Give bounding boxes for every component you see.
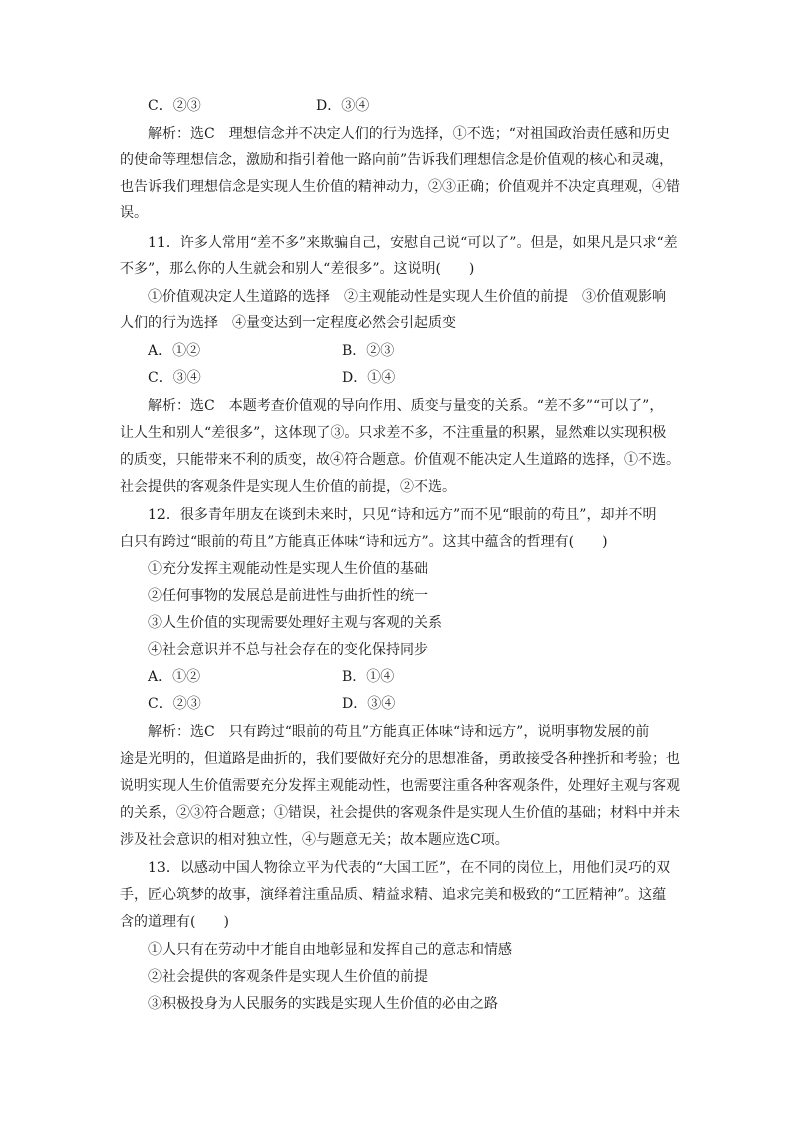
q12-stem-line: 12．很多青年朋友在谈到未来时，只见“诗和远方”而不见“眼前的苟且”，却并不明 bbox=[148, 507, 657, 523]
q13-statement-line: ③积极投身为人民服务的实践是实现人生价值的必由之路 bbox=[148, 996, 498, 1012]
q10-analysis-line: 也告诉我们理想信念是实现人生价值的精神动力，②③正确；价值观并不决定真理观，④错 bbox=[120, 179, 680, 195]
q13-statement-line: ②社会提供的客观条件是实现人生价值的前提 bbox=[148, 969, 428, 985]
q11-statement-line: 人们的行为选择 ④量变达到一定程度必然会引起质变 bbox=[120, 315, 456, 331]
q11-analysis-line: 解析：选C 本题考查价值观的导向作用、质变与量变的关系。“差不多”“可以了”， bbox=[148, 398, 664, 414]
q11-analysis-line: 社会提供的客观条件是实现人生价值的前提，②不选。 bbox=[120, 479, 456, 495]
q13-statement-line: ①人只有在劳动中才能自由地彰显和发挥自己的意志和情感 bbox=[148, 942, 512, 958]
q12-option-c: C．②③ bbox=[148, 696, 201, 712]
q10-option-d: D．③④ bbox=[316, 98, 370, 114]
q11-stem-line: 11．许多人常用“差不多”来欺骗自己，安慰自己说“可以了”。但是，如果凡是只求“差 bbox=[148, 235, 678, 251]
q11-analysis-line: 的质变，只能带来不利的质变，故④符合题意。价值观不能决定人生道路的选择，①不选。 bbox=[120, 452, 680, 468]
q12-option-b: B．①④ bbox=[342, 669, 395, 685]
q12-analysis-line: 涉及社会意识的相对独立性，④与题意无关；故本题应选C项。 bbox=[120, 832, 509, 848]
q12-option-a: A．①② bbox=[148, 669, 201, 685]
q12-option-d: D．③④ bbox=[342, 696, 396, 712]
q12-stem-line: 白只有跨过“眼前的苟且”方能真正体味“诗和远方”。这其中蕴含的哲理有( ) bbox=[120, 534, 608, 550]
q12-analysis-line: 解析：选C 只有跨过“眼前的苟且”方能真正体味“诗和远方”，说明事物发展的前 bbox=[148, 724, 650, 740]
q12-statement-line: ②任何事物的发展总是前进性与曲折性的统一 bbox=[148, 588, 428, 604]
q10-analysis-line: 误。 bbox=[120, 205, 148, 221]
q13-stem-line: 13．以感动中国人物徐立平为代表的“大国工匠”，在不同的岗位上，用他们灵巧的双 bbox=[148, 860, 671, 876]
q11-option-c: C．③④ bbox=[148, 370, 201, 386]
q12-analysis-line: 说明实现人生价值需要充分发挥主观能动性，也需要注重各种客观条件，处理好主观与客观 bbox=[120, 778, 680, 794]
q11-option-d: D．①④ bbox=[342, 370, 396, 386]
q11-option-b: B．②③ bbox=[342, 343, 395, 359]
q13-stem-line: 含的道理有( ) bbox=[120, 914, 229, 930]
q12-statement-line: ①充分发挥主观能动性是实现人生价值的基础 bbox=[148, 561, 428, 577]
q11-analysis-line: 让人生和别人“差很多”，这体现了③。只求差不多，不注重量的积累，显然难以实现积极 bbox=[120, 425, 667, 441]
q11-stem-line: 不多”，那么你的人生就会和别人“差很多”。这说明( ) bbox=[120, 261, 475, 277]
q11-option-a: A．①② bbox=[148, 343, 201, 359]
q12-analysis-line: 途是光明的，但道路是曲折的，我们要做好充分的思想准备，勇敢接受各种挫折和考验；也 bbox=[120, 751, 680, 767]
q12-statement-line: ③人生价值的实现需要处理好主观与客观的关系 bbox=[148, 615, 442, 631]
q11-statement-line: ①价值观决定人生道路的选择 ②主观能动性是实现人生价值的前提 ③价值观影响 bbox=[148, 289, 666, 305]
q10-analysis-line: 解析：选C 理想信念并不决定人们的行为选择，①不选；“对祖国政治责任感和历史 bbox=[148, 126, 670, 142]
q10-analysis-line: 的使命等理想信念，激励和指引着他一路向前”告诉我们理想信念是价值观的核心和灵魂， bbox=[120, 152, 674, 168]
q12-statement-line: ④社会意识并不总与社会存在的变化保持同步 bbox=[148, 642, 428, 658]
q10-option-c: C．②③ bbox=[148, 98, 201, 114]
q12-analysis-line: 的关系，②③符合题意；①错误，社会提供的客观条件是实现人生价值的基础；材料中并未 bbox=[120, 805, 680, 821]
q13-stem-line: 手，匠心筑梦的故事，演绎着注重品质、精益求精、追求完美和极致的“工匠精神”。这蕴 bbox=[120, 887, 667, 903]
